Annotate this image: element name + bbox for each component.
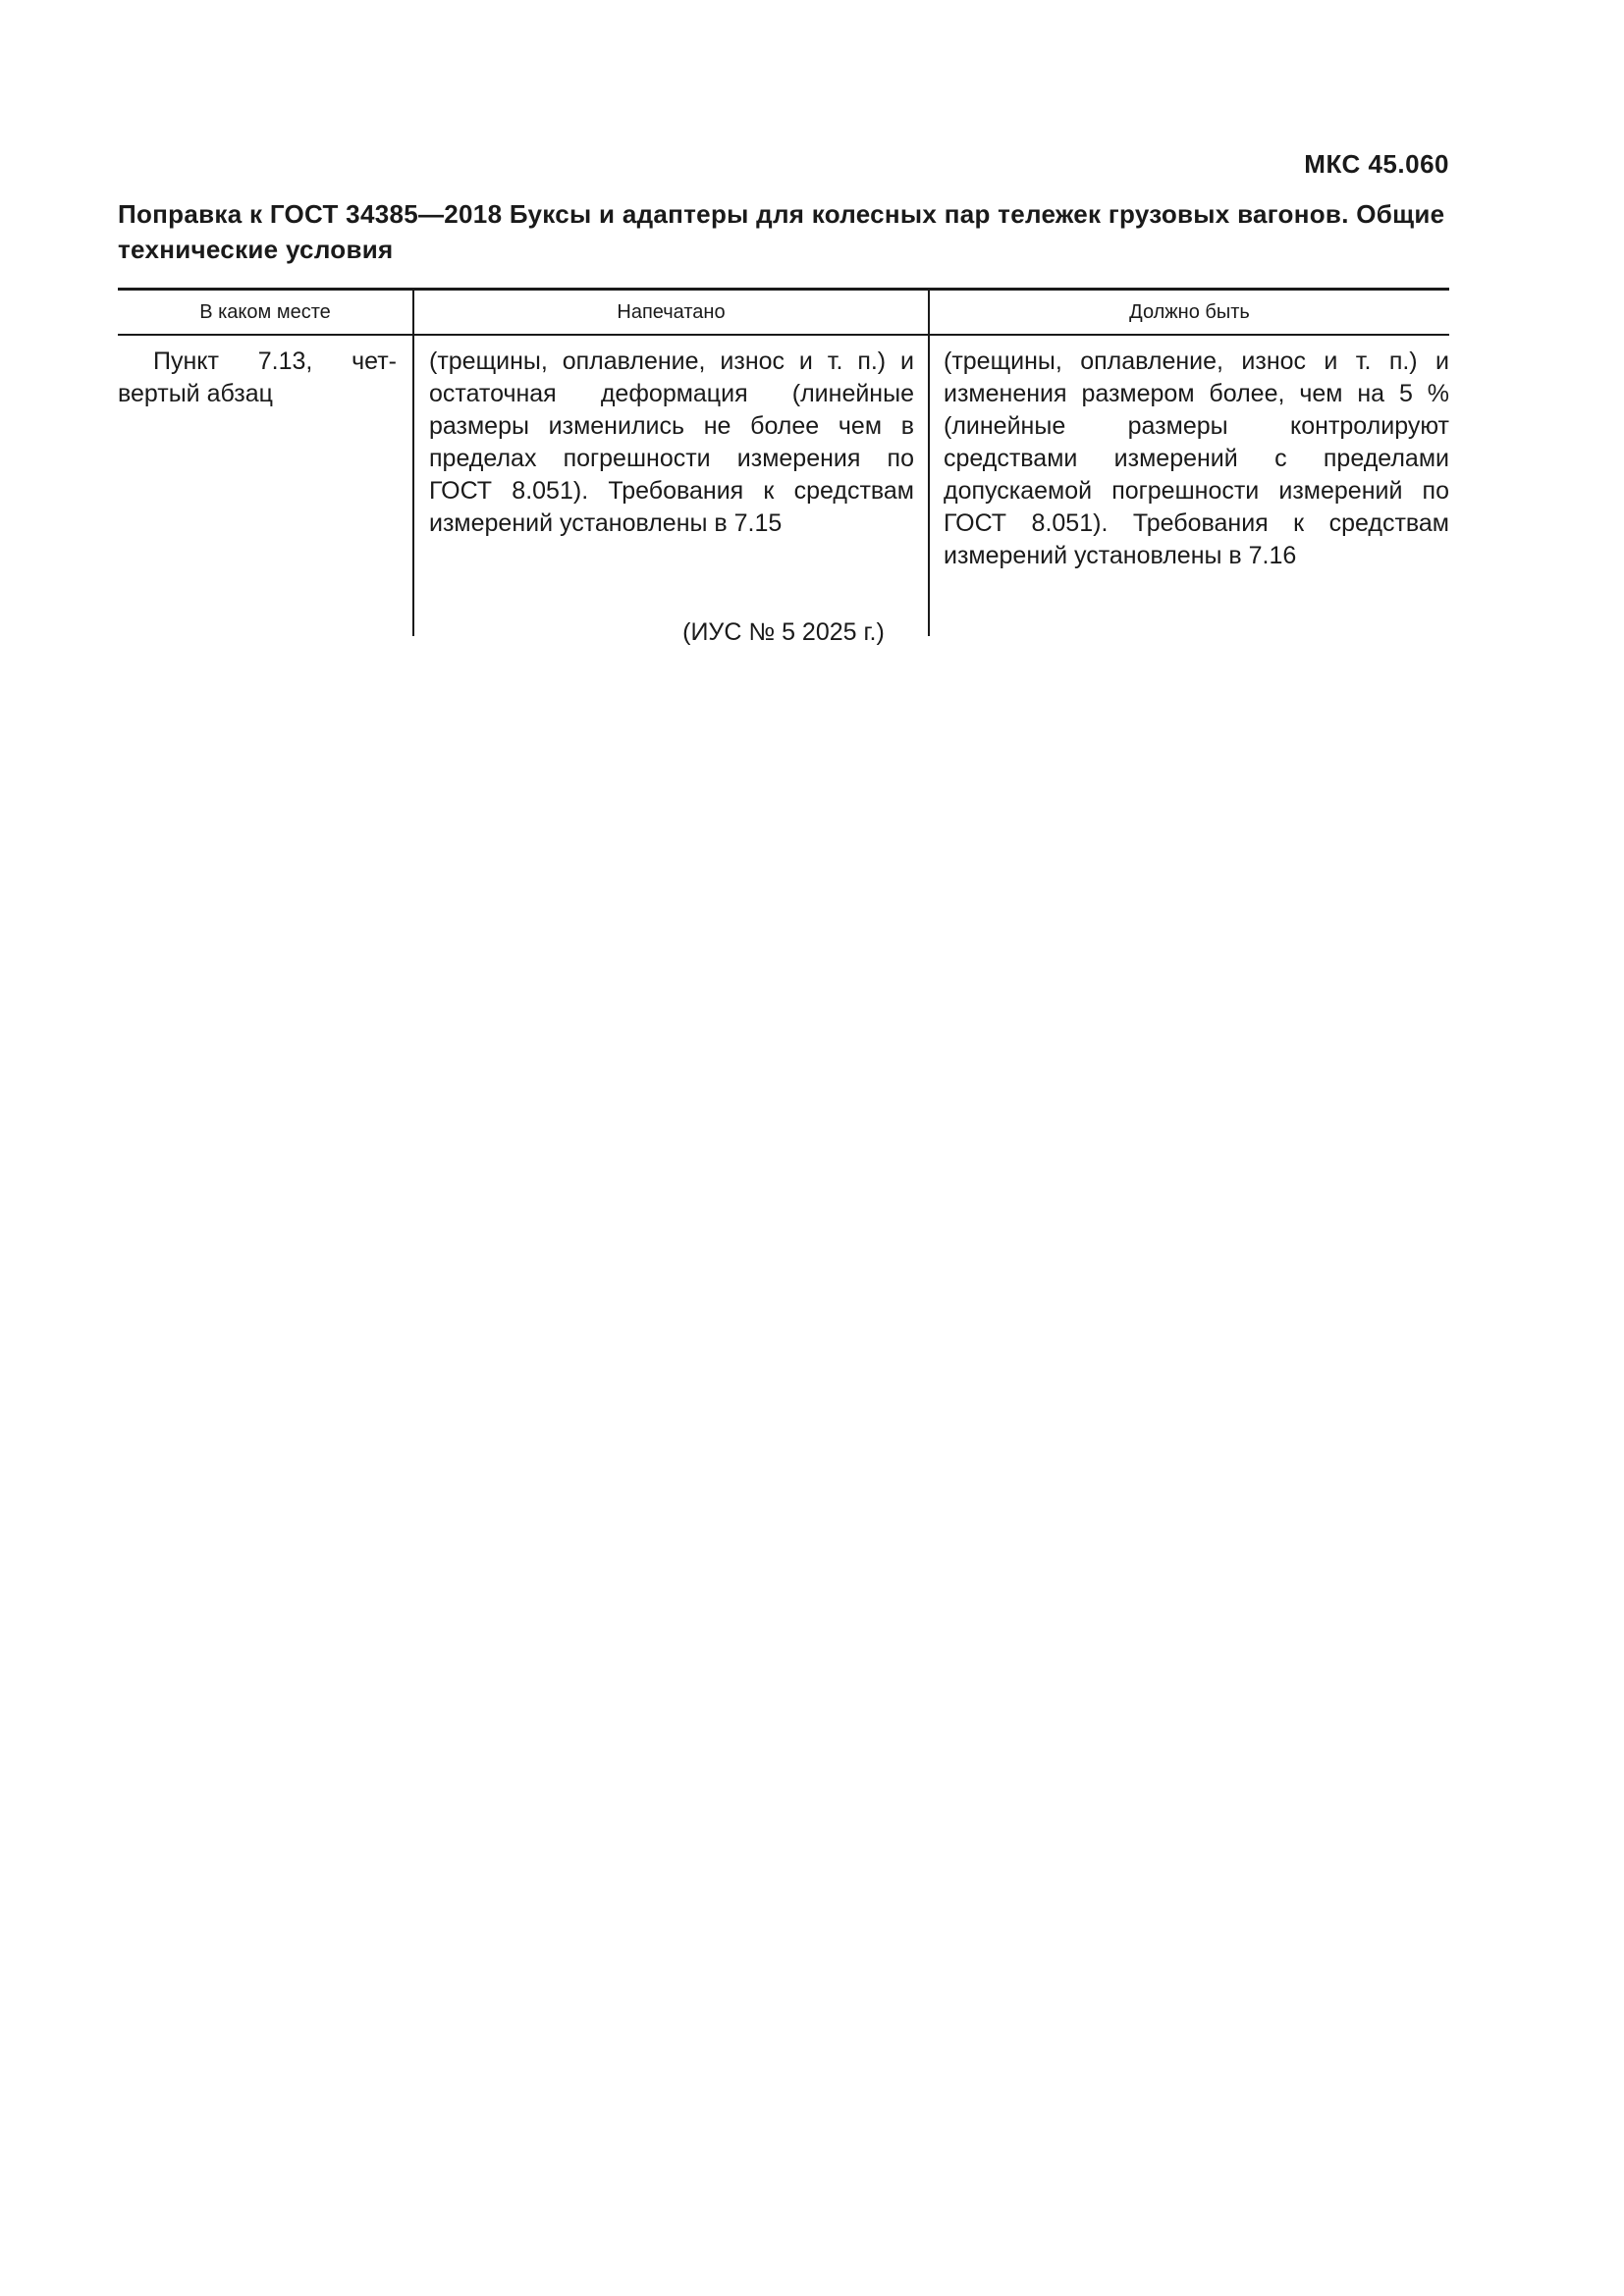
column-header-should-be: Должно быть: [928, 291, 1449, 334]
column-header-printed: Напечатано: [412, 291, 928, 334]
table-row: [118, 336, 1449, 636]
classification-code: МКС 45.060: [1304, 149, 1449, 179]
cell-location: Пункт 7.13, четвертый абзац: [118, 347, 397, 407]
column-header-location: В каком месте: [199, 301, 331, 323]
cell-printed: (трещины, оплавление, износ и т. п.) и остаточная деформация (линейные размеры изменились не более чем в пределах погрешности измерения по ГОСТ 8.051). Требования к средствам измерений установлены в 7.15: [412, 336, 928, 636]
table-header-row: [118, 291, 1449, 336]
cell-should-be: (трещины, оплавление, износ и т. п.) и изменения размером более, чем на 5 % (линейные размеры контролируют средствами измерений с пределами допускаемой погрешности измерений по ГОСТ 8.051). Требования к средствам измерений установлены в 7.16: [928, 336, 1449, 636]
ius-reference: (ИУС № 5 2025 г.): [682, 618, 885, 646]
correction-table: [118, 288, 1449, 636]
document-title: Поправка к ГОСТ 34385—2018 Буксы и адаптеры для колесных пар тележек грузовых вагонов. Общие технические условия: [118, 199, 1445, 264]
